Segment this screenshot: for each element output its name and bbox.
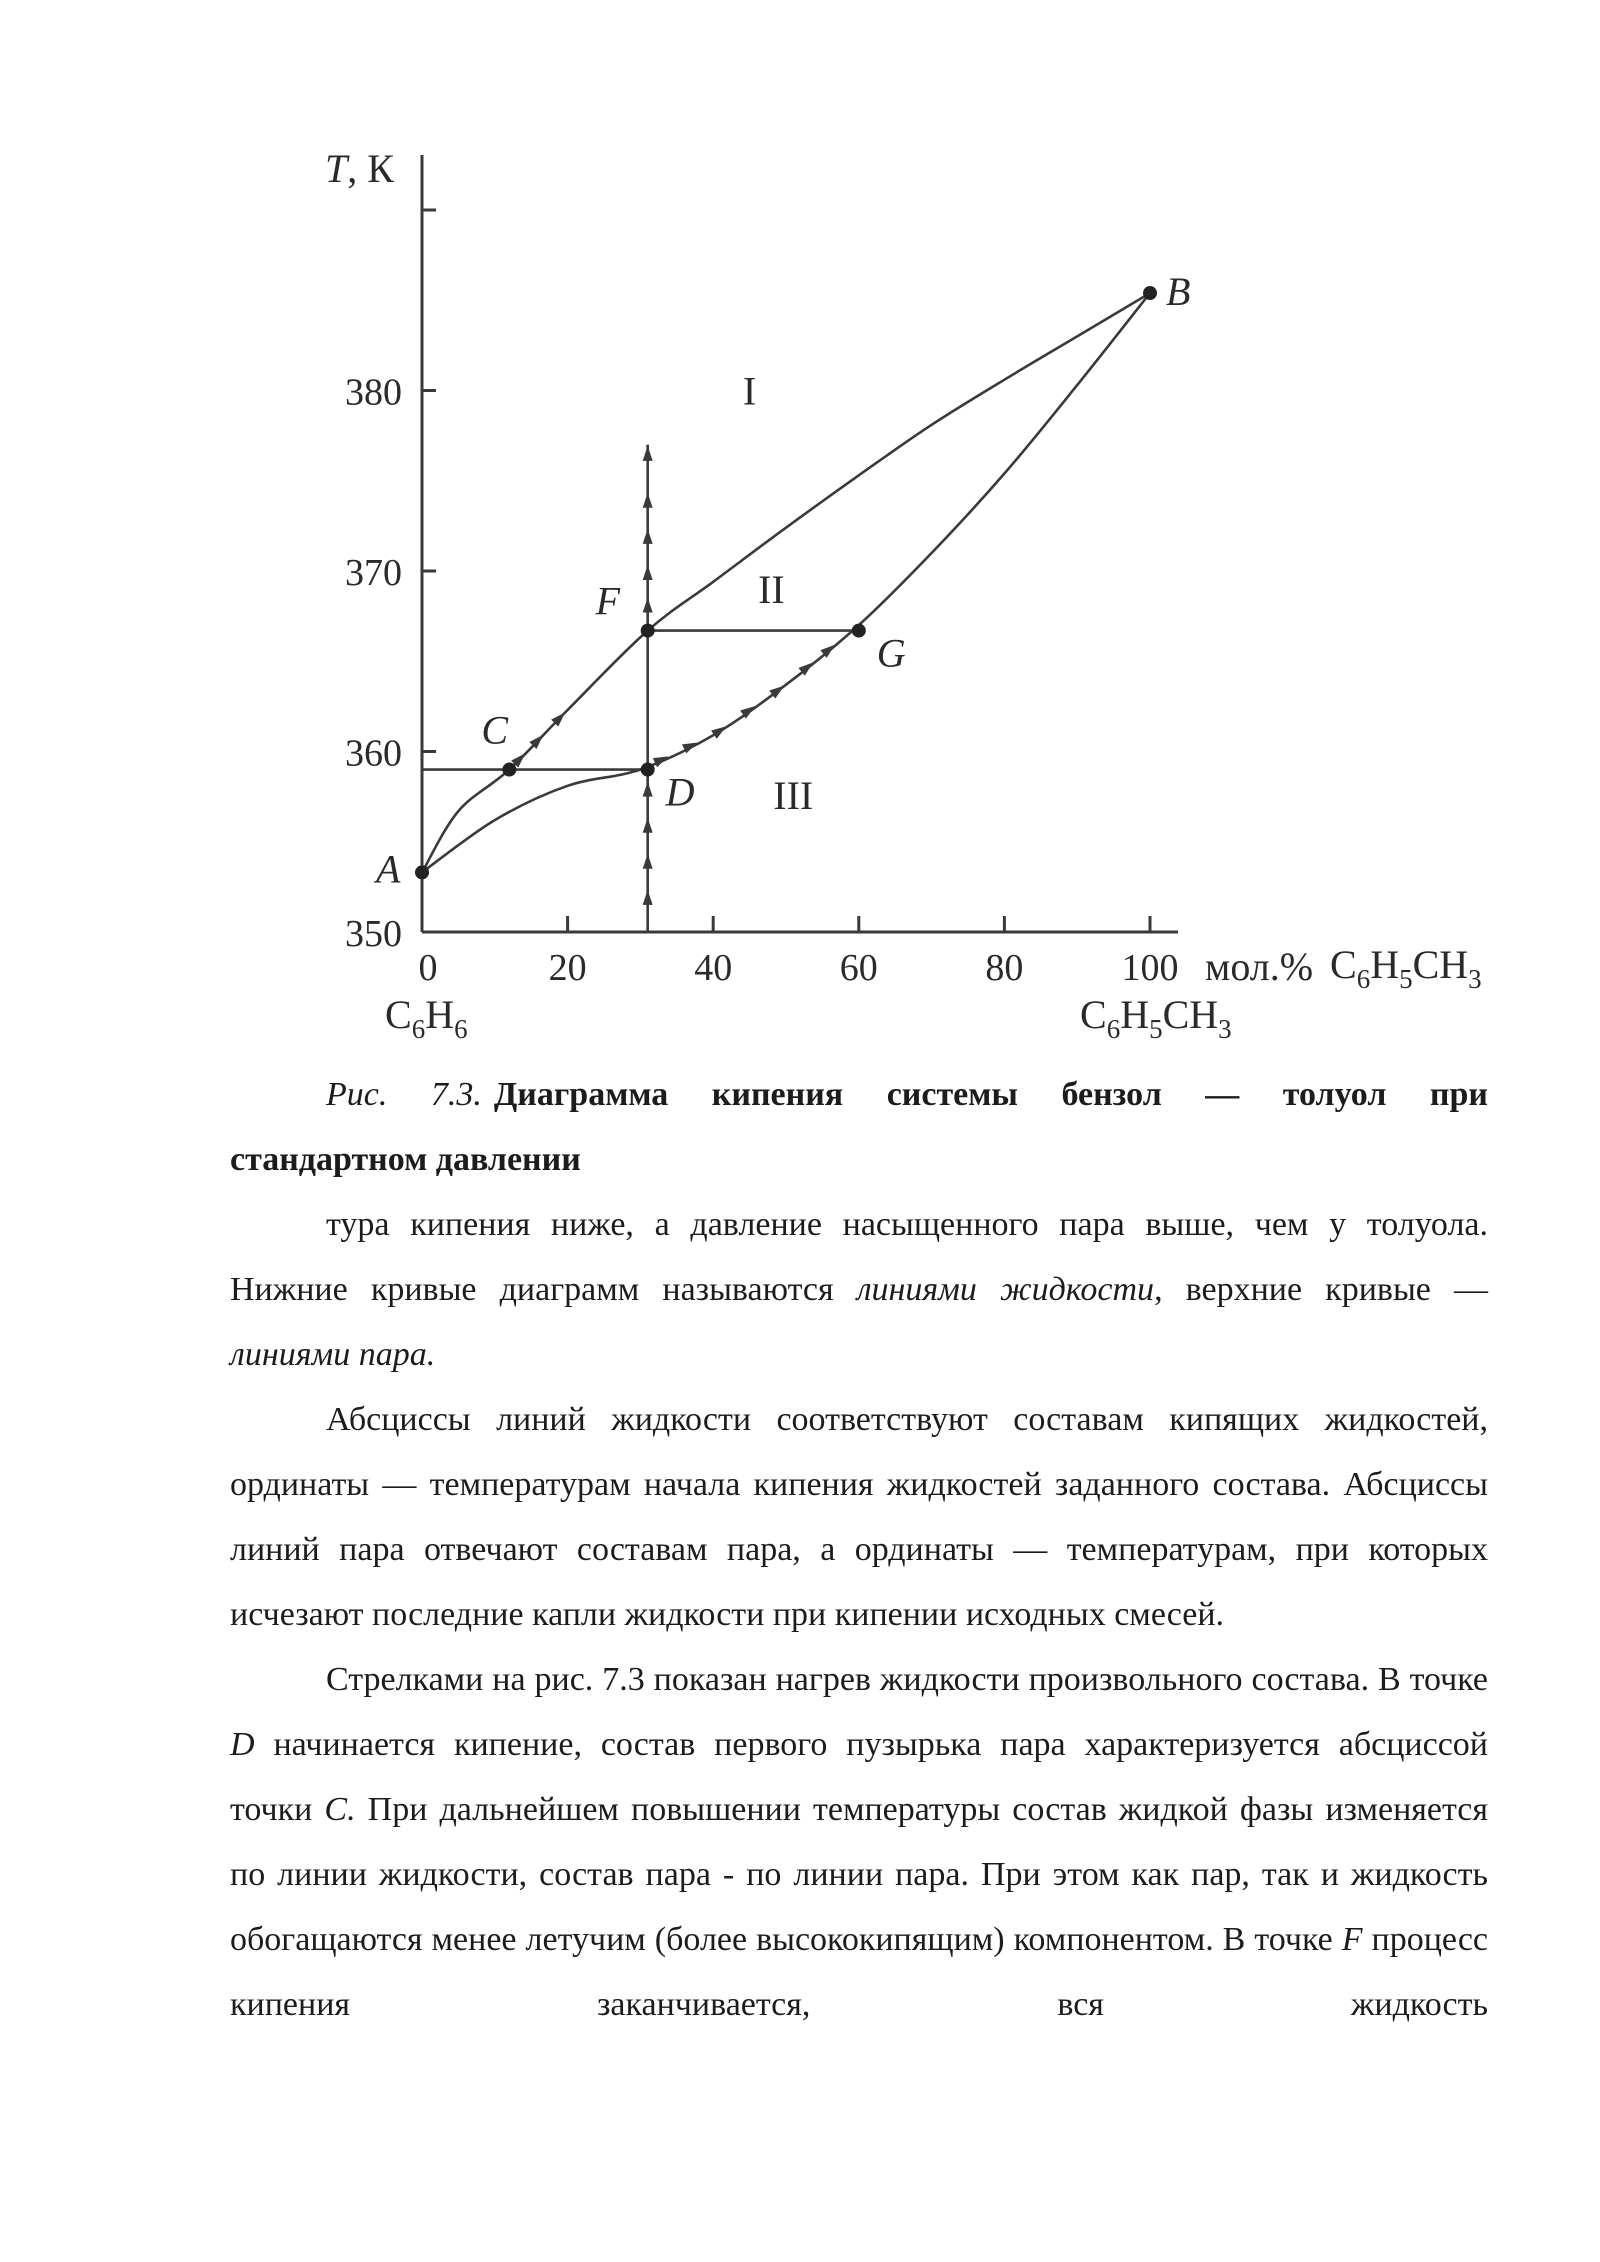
p1-term-vapor: линиями пара. (230, 1336, 436, 1373)
caption-line-1 (230, 1062, 1488, 1127)
body-text (230, 1192, 1488, 2037)
region-label-ii: II (758, 567, 785, 613)
region-label-iii: III (773, 772, 814, 818)
p3-text-c: При дальнейшем повышении температуры состав жидкой фазы изменяется по линии жидкости, состав пара - по линии пара. При этом как пар, так и жидкость обогащаются менее летучим (более высококипящим) компонентом. В точке (230, 1791, 1489, 1958)
x-tick-label: 20 (548, 947, 587, 989)
p3-point-f: F (1341, 1921, 1363, 1958)
paragraph-3 (230, 1647, 1488, 2037)
p1-text-b: , верхние кривые — (1154, 1271, 1488, 1308)
p3-text-b: начинается кипение, состав первого пузырька пара характеризуется абсциссой точки (230, 1726, 1488, 1828)
y-tick-label: 370 (345, 552, 402, 594)
point-g-label: G (876, 630, 906, 676)
x-tick-label: 100 (1121, 947, 1179, 989)
point-a-label: A (376, 846, 401, 892)
point-a-marker (415, 865, 429, 879)
point-f-label: F (595, 578, 621, 624)
y-tick-label: 380 (345, 371, 402, 414)
point-d-label: D (665, 769, 695, 815)
x-tick-label: 40 (694, 947, 733, 989)
boiling-diagram (0, 0, 1600, 1080)
heating-arrow (643, 493, 653, 508)
point-c-marker (502, 763, 516, 777)
x-tick-label: 60 (839, 947, 878, 989)
p3-text-a: Стрелками на рис. 7.3 показан нагрев жидкости произвольного состава. В точке (326, 1661, 1488, 1698)
heating-arrow (643, 446, 653, 461)
heating-arrow (643, 890, 653, 905)
p3-point-c: C. (324, 1791, 356, 1828)
x-axis-formula: $C_6H_5CH_3$ (1330, 942, 1482, 994)
point-f-marker (641, 624, 655, 638)
x-axis-title: мол.% (1205, 944, 1314, 989)
heating-arrow (643, 854, 653, 869)
point-g-marker (852, 624, 866, 638)
x-tick-label: 0 (418, 947, 438, 989)
heating-arrow (643, 565, 653, 580)
p3-point-d: D (230, 1726, 255, 1763)
right-component-label: $C_6H_5CH_3$ (1080, 992, 1232, 1044)
y-axis-title: T, К (325, 146, 394, 191)
heating-arrow (643, 529, 653, 544)
figure-caption (230, 1062, 1488, 1192)
heating-arrow (643, 818, 653, 833)
caption-number: Рис. 7.3. (326, 1076, 482, 1113)
ticks (422, 210, 1150, 932)
left-component-label: $C_6H_6$ (385, 992, 468, 1044)
point-d-marker (641, 763, 655, 777)
point-b-label: B (1166, 269, 1191, 315)
p1-term-liquid: линиями жидкости (856, 1271, 1155, 1308)
x-tick-label: 80 (985, 947, 1024, 989)
y-tick-label: 350 (345, 913, 402, 955)
y-tick-label: 360 (345, 732, 402, 775)
curves (422, 293, 1150, 932)
caption-title-2: стандартном давлении (230, 1141, 581, 1178)
caption-title-1: Диаграмма кипения системы бензол — толуол при (493, 1076, 1488, 1113)
heating-arrow (643, 597, 653, 612)
heating-arrow (643, 782, 653, 797)
paragraph-2: Абсциссы линий жидкости соответствуют составам кипящих жидкостей, ординаты — температурам начала кипения жидкостей заданного состава. Абсциссы линий пара отвечают составам пара, а ординаты — температурам, при которых исчезают последние капли жидкости при кипении исходных смесей. (230, 1401, 1488, 1633)
p1-text-a: тура кипения ниже, а давление насыщенного пара выше, чем у толуола. Нижние кривые диаграмм называются (230, 1206, 1488, 1308)
p3-text-d: процесс кипения заканчивается, вся жидкость (230, 1921, 1489, 2023)
region-label-i: I (742, 368, 757, 414)
point-b-marker (1143, 286, 1157, 300)
paragraph-1 (230, 1192, 1488, 1387)
labels (325, 146, 1482, 1044)
point-c-label: C (481, 707, 509, 753)
